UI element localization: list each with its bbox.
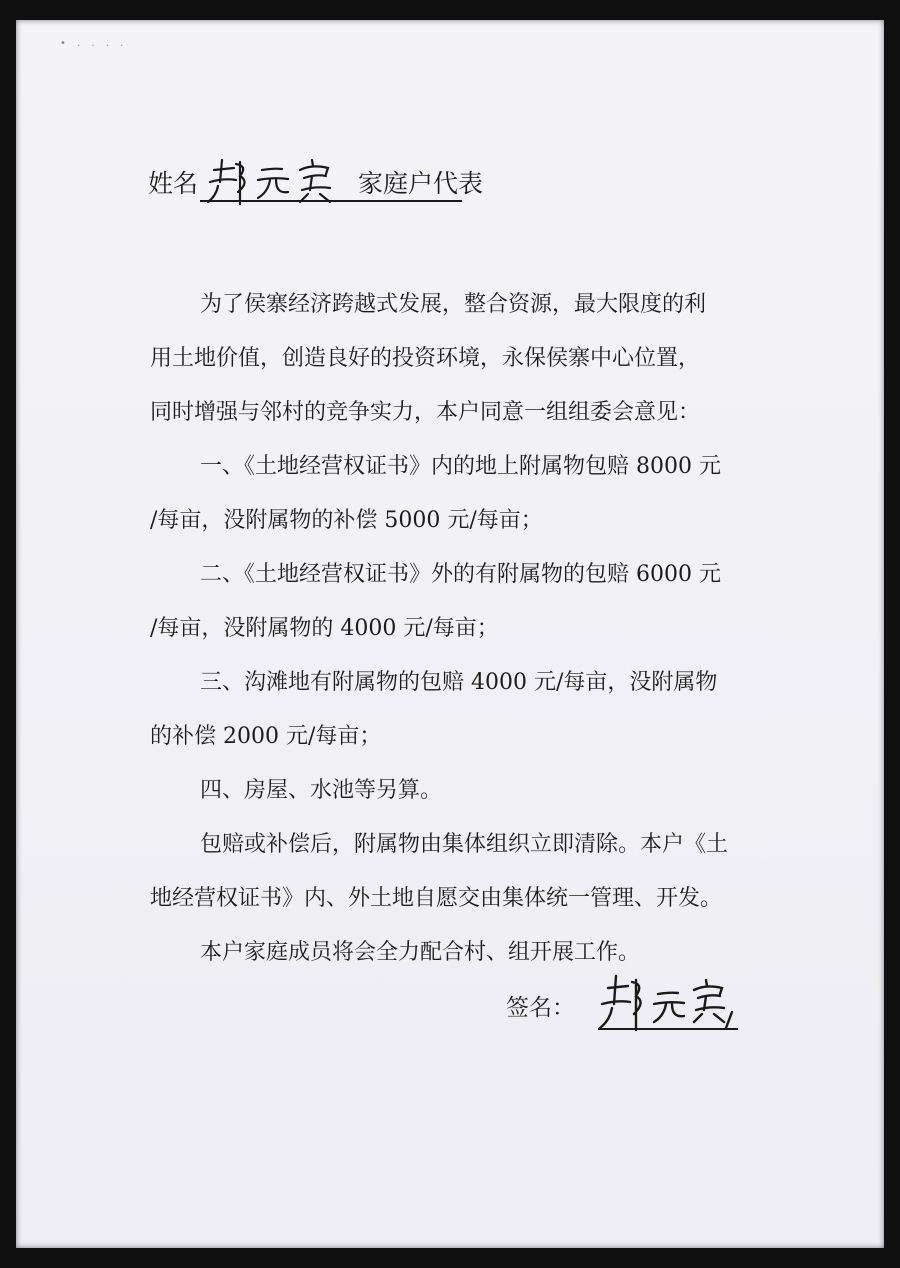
household-representative-label: 家庭户代表: [358, 169, 484, 198]
header-line: [148, 160, 628, 208]
text-line: /每亩，没附属物的补偿 5000 元/每亩；: [150, 508, 543, 533]
document-body: [150, 278, 810, 980]
text-line: 包赔或补偿后，附属物由集体组织立即清除。本户《土: [200, 832, 729, 857]
text-line: 四、房屋、水池等另算。: [200, 778, 443, 803]
text-line: 二、《土地经营权证书》外的有附属物的包赔 6000 元: [200, 562, 721, 587]
text-line: 三、沟滩地有附属物的包赔 4000 元/每亩，没附属物: [200, 670, 718, 695]
text-line: 本户家庭成员将会全力配合村、组开展工作。: [200, 940, 641, 965]
text-line: 同时增强与邻村的竞争实力，本户同意一组组委会意见：: [150, 400, 701, 425]
text-line: 一、《土地经营权证书》内的地上附属物包赔 8000 元: [200, 454, 721, 479]
signature-underline: [598, 1028, 738, 1030]
text-line: 的补偿 2000 元/每亩；: [150, 724, 382, 749]
paragraph-item-1: [150, 440, 810, 548]
text-line: 用土地价值，创造良好的投资环境，永保侯寨中心位置，: [150, 346, 701, 371]
text-line: 地经营权证书》内、外土地自愿交由集体统一管理、开发。: [150, 886, 723, 911]
paragraph-intro: [150, 278, 810, 440]
signature-label: 签名：: [506, 995, 575, 1021]
text-line: 为了侯寨经济跨越式发展，整合资源，最大限度的利: [200, 292, 707, 317]
paragraph-clearance: [150, 818, 810, 926]
paragraph-item-4: [150, 764, 810, 818]
signature-block: [506, 968, 756, 1048]
paragraph-item-2: [150, 548, 810, 656]
name-label: 姓名: [148, 169, 199, 198]
paragraph-item-3: [150, 656, 810, 764]
punch-marks: • . . . .: [60, 38, 128, 49]
paper-sheet: [16, 20, 884, 1248]
text-line: /每亩，没附属物的 4000 元/每亩；: [150, 616, 499, 641]
